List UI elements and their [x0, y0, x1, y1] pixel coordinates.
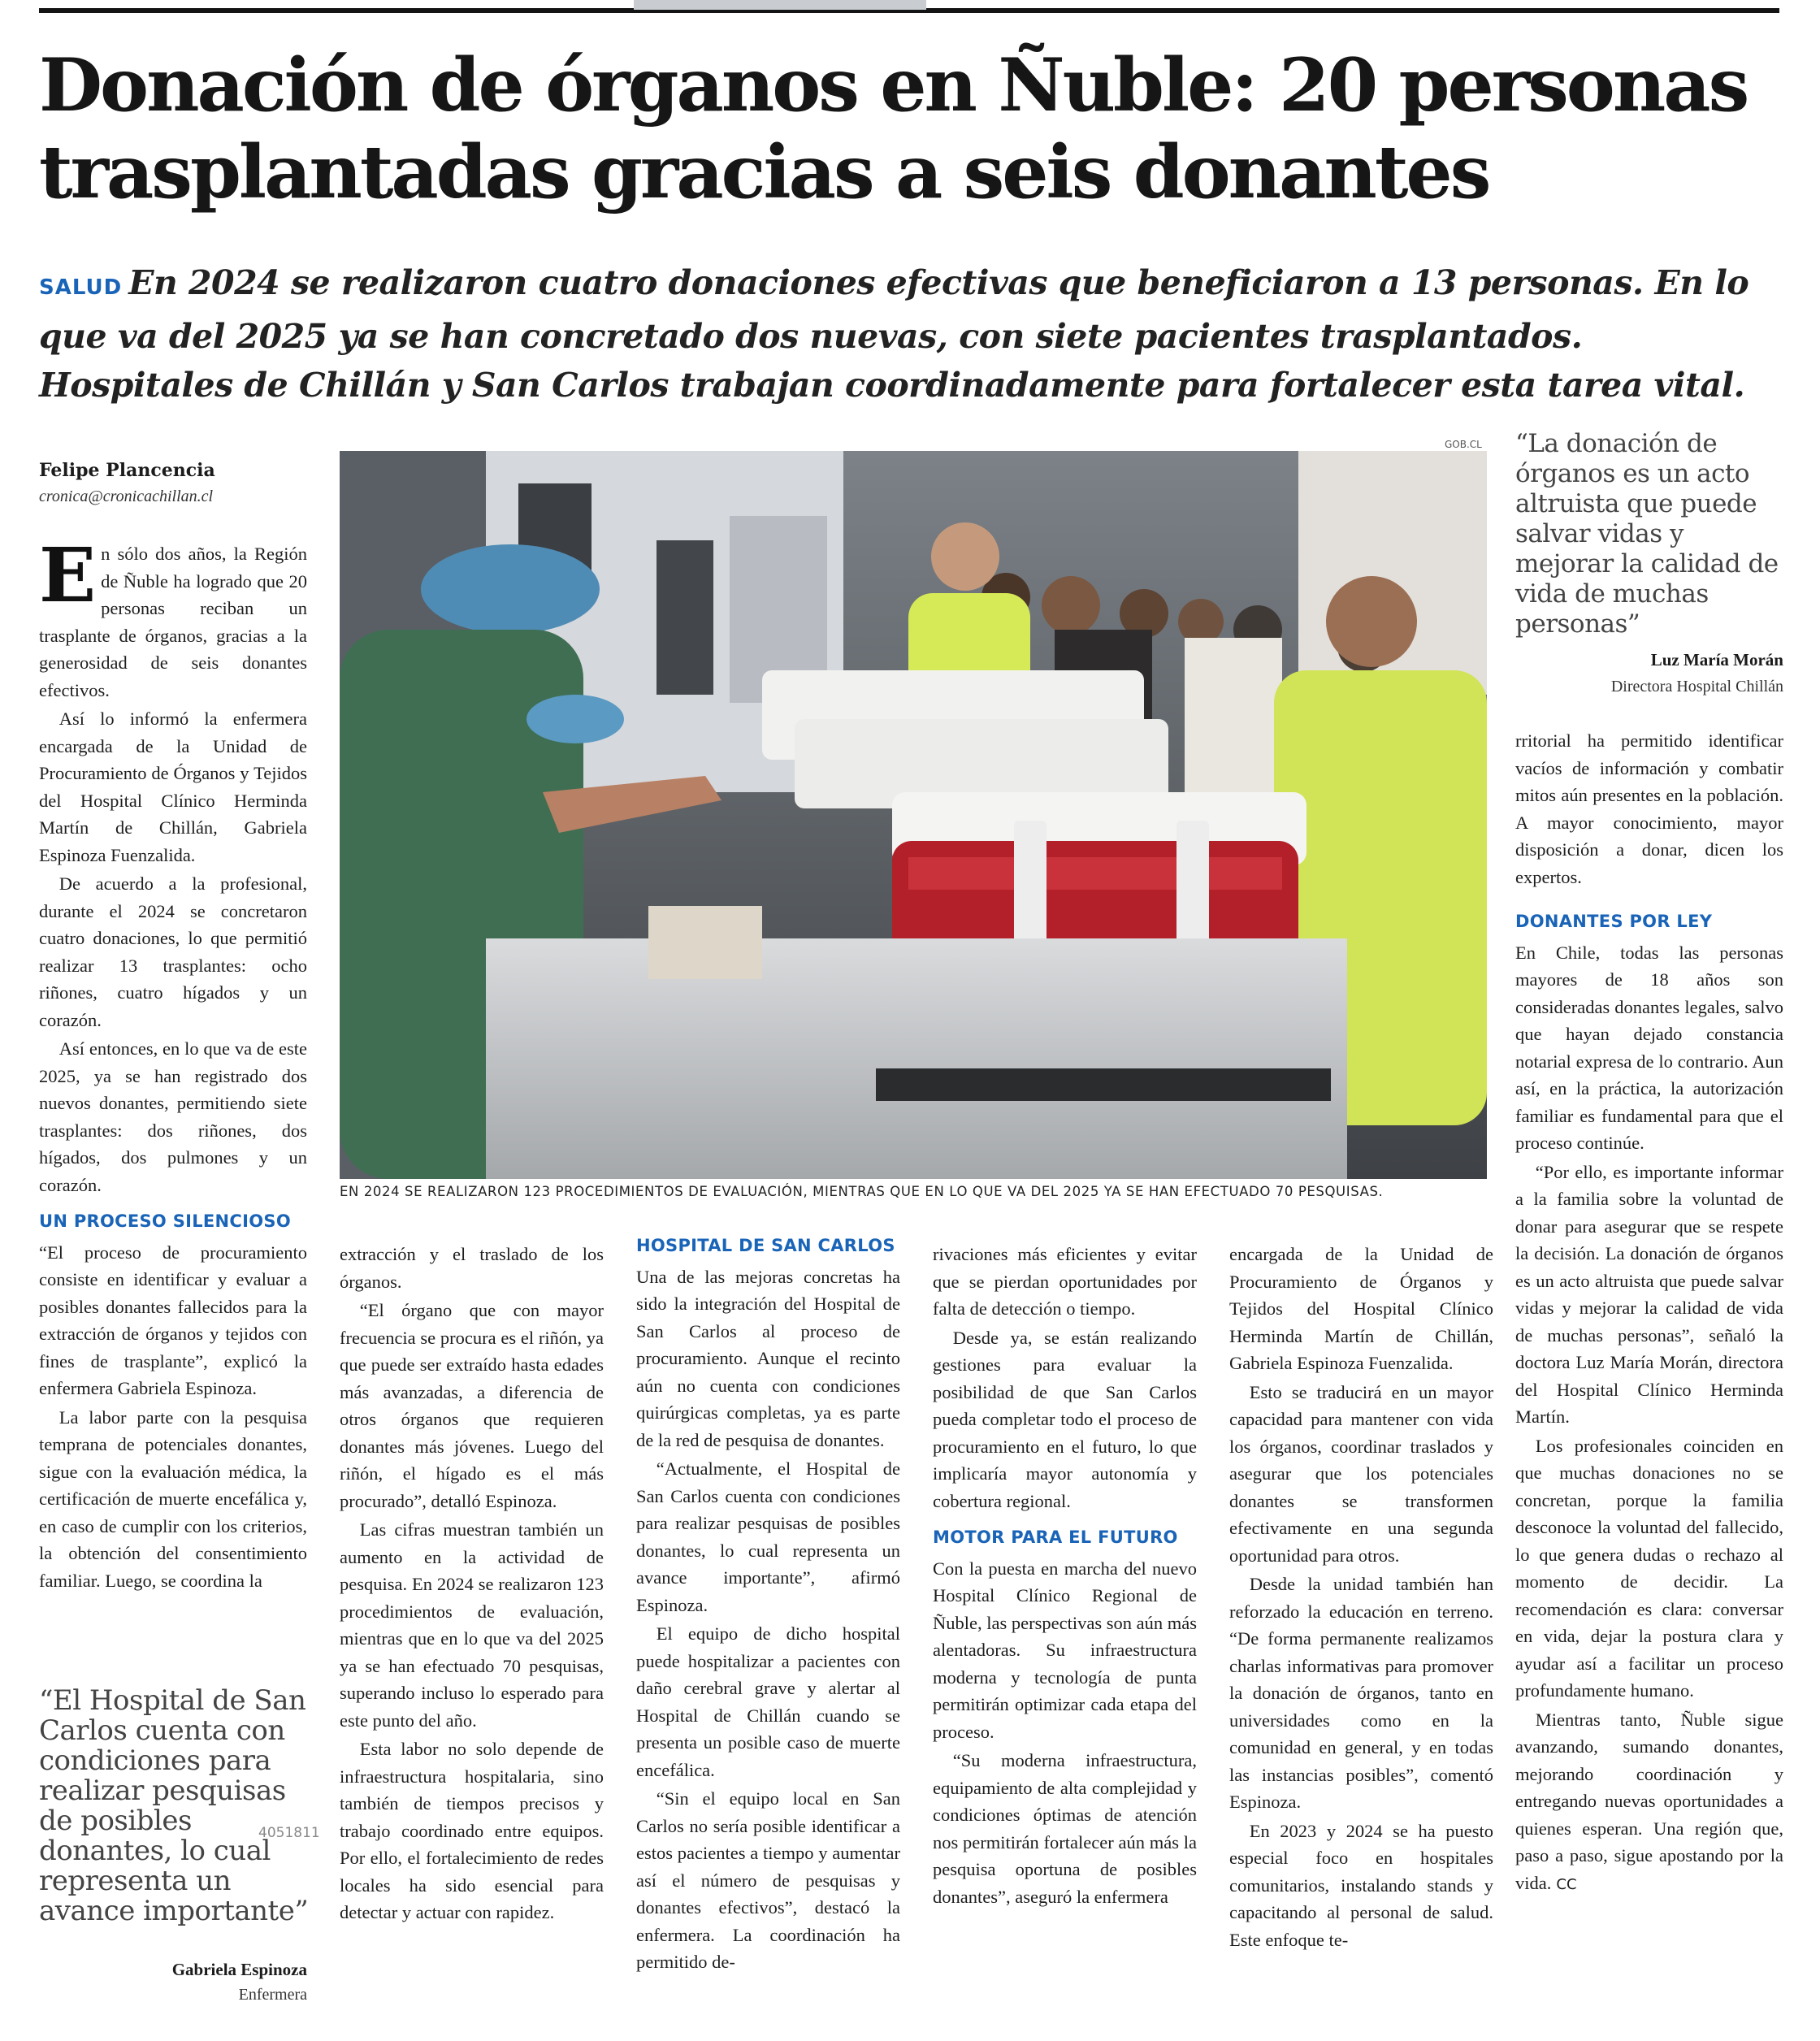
- article-column-1: [39, 531, 307, 1596]
- pull-quote-left-name: Gabriela Espinoza: [171, 1960, 307, 1979]
- byline-author: Felipe Plancencia: [39, 460, 215, 481]
- subhead-proceso: UN PROCESO SILENCIOSO: [39, 1211, 291, 1231]
- article-column-6: [1515, 727, 1783, 1900]
- col3-paragraph-3: El equipo de dicho hospital puede hospitalizar a pacientes con daño cerebral grave y alertar al Hospital de Chillán cuando se presenta un posible caso de muerte encefálica.: [636, 1623, 900, 1780]
- intro-paragraph-3: De acuerdo a la profesional, durante el 2024 se concretaron cuatro donaciones, lo que permitió realizar 13 trasplantes: ocho riñones, cuatro hígados y un corazón.: [39, 873, 307, 1030]
- col6-paragraph-4: Los profesionales coinciden en que muchas donaciones no se concretan, porque la familia desconoce la voluntad del fallecido, lo que genera dudas o rechazo al momento de decidir. La recomendación es clara: conversar en vida, dejar la postura clara y ayudar así a facilitar un proceso profundamente humano.: [1515, 1435, 1783, 1701]
- col6-paragraph-3: “Por ello, es importante informar a la familia sobre la voluntad de donar para asegurar que se respete la decisión. La donación de órganos es un acto altruista que puede salvar vidas y mejorar la calidad de vida de muchas personas”, señaló la doctora Luz María Morán, directora del Hospital Clínico Herminda Martín.: [1515, 1161, 1783, 1427]
- headline: Donación de órganos en Ñuble: 20 personas trasplantadas gracias a seis donantes: [39, 42, 1748, 215]
- col5-paragraph-4: En 2023 y 2024 se ha puesto especial foco en hospitales comunitarios, instalando stands y capacitando al personal de salud. Este enfoque te-: [1229, 1820, 1493, 1950]
- col6-paragraph-2: En Chile, todas las personas mayores de 18 años son consideradas donantes legales, salvo que hayan dejado constancia notarial expresa de lo contrario. Aun así, en la práctica, la autorización familiar es fundamental para que el proceso continúe.: [1515, 942, 1783, 1153]
- section-tag: SALUD: [39, 275, 123, 300]
- proceso-paragraph-1: “El proceso de procuramiento consiste en identificar y evaluar a posibles donantes fallecidos para la extracción de órganos y tejidos con fines de trasplante”, explicó la enfermera Gabriela Espinoza.: [39, 1242, 307, 1398]
- col2-paragraph-2: “El órgano que con mayor frecuencia se procura es el riñón, ya que puede ser extraído hasta edades más avanzadas, a diferencia de otros órganos que requieren donantes más jóvenes. Luego del riñón, el hígado es el más procurado”, detalló Espinoza.: [340, 1300, 604, 1511]
- col4-paragraph-3: Con la puesta en marcha del nuevo Hospital Clínico Regional de Ñuble, las perspectivas son aún más alentadoras. Su infraestructura moderna y tecnología de punta permitirán optimizar cada etapa del proceso.: [933, 1558, 1197, 1742]
- col4-paragraph-4: “Su moderna infraestructura, equipamiento de alta complejidad y condiciones óptimas de atención nos permitirán fortalecer aún más la pesquisa oportuna de posibles donantes”, aseguró la enfermera: [933, 1750, 1197, 1907]
- col2-paragraph-4: Esta labor no solo depende de infraestructura hospitalaria, sino también de tiempos precisos y trabajo coordinado entre equipos. Por ello, el fortalecimiento de redes locales ha sido esencial para detectar y actuar con rapidez.: [340, 1739, 604, 1922]
- photo-credit: GOB.CL: [1445, 439, 1482, 450]
- col2-paragraph-3: Las cifras muestran también un aumento en la actividad de pesquisa. En 2024 se realizaron 123 procedimientos de evaluación, mientras que en lo que va del 2025 ya se han efectuado 70 pesquisas, superando incluso lo esperado para este punto del año.: [340, 1519, 604, 1731]
- col5-paragraph-1: encargada de la Unidad de Procuramiento de Órganos y Tejidos del Hospital Clínico Herminda Martín de Chillán, Gabriela Espinoza Fuenzalida.: [1229, 1244, 1493, 1373]
- article-column-3: [636, 1233, 900, 1978]
- top-photo-strip: [634, 0, 926, 10]
- pull-quote-left: “El Hospital de San Carlos cuenta con condiciones para realizar pesquisas de posibles donantes, lo cual representa un avance importante”: [39, 1684, 309, 1927]
- intro-paragraph-4: Así entonces, en lo que va de este 2025, ya se han registrado dos nuevos donantes, permitiendo siete trasplantes: dos riñones, dos hígados, dos pulmones y un corazón.: [39, 1038, 307, 1195]
- drop-cap: E: [39, 531, 97, 619]
- col3-paragraph-4: “Sin el equipo local en San Carlos no sería posible identificar a estos pacientes a tiempo y aumentar así el número de pesquisas y donantes efectivos”, destacó la enfermera. La coordinación ha permitido de-: [636, 1788, 900, 1972]
- intro-text-1: n sólo dos años, la Región de Ñuble ha logrado que 20 personas reciban un trasplante de órganos, gracias a la generosidad de seis donantes efectivos.: [39, 544, 307, 700]
- photo-caption: EN 2024 SE REALIZARON 123 PROCEDIMIENTOS DE EVALUACIÓN, MIENTRAS QUE EN LO QUE VA DEL 2025 YA SE HAN EFECTUADO 70 PESQUISAS.: [340, 1184, 1384, 1199]
- col6-paragraph-1: rritorial ha permitido identificar vacíos de información y combatir mitos aún presentes en la población. A mayor conocimiento, mayor disposición a donar, dicen los expertos.: [1515, 730, 1783, 887]
- col5-paragraph-2: Esto se traducirá en un mayor capacidad para mantener con vida los órganos, coordinar traslados y asegurar que los potenciales donantes se transformen efectivamente en una segunda oportunidad para otros.: [1229, 1381, 1493, 1566]
- subhead-donantes-ley: DONANTES POR LEY: [1515, 912, 1713, 931]
- intro-paragraph-2: Así lo informó la enfermera encargada de la Unidad de Procuramiento de Órganos y Tejidos del Hospital Clínico Herminda Martín de Chillán, Gabriela Espinoza Fuenzalida.: [39, 708, 307, 865]
- subhead-san-carlos: HOSPITAL DE SAN CARLOS: [636, 1236, 895, 1255]
- col4-paragraph-1: rivaciones más eficientes y evitar que se pierdan oportunidades por falta de detección o tiempo.: [933, 1244, 1197, 1319]
- col4-paragraph-2: Desde ya, se están realizando gestiones para evaluar la posibilidad de que San Carlos pueda completar todo el proceso de procuramiento en el futuro, lo que implicaría mayor autonomía y cobertura regional.: [933, 1327, 1197, 1511]
- col6-text-5: Mientras tanto, Ñuble sigue avanzando, sumando donantes, mejorando coordinación y entregando nuevas oportunidades a quienes esperan. Una región que, paso a paso, sigue apostando por la vida.: [1515, 1709, 1783, 1893]
- pull-quote-right: “La donación de órganos es un acto altruista que puede salvar vidas y mejorar la calidad de vida de muchas personas”: [1515, 429, 1779, 639]
- news-photo-illustration: [340, 451, 1487, 1179]
- article-column-4: [933, 1241, 1197, 1912]
- pull-quote-right-role: Directora Hospital Chillán: [1610, 678, 1783, 696]
- news-photo: [340, 451, 1487, 1179]
- subhead-motor: MOTOR PARA EL FUTURO: [933, 1528, 1178, 1547]
- deck-text: En 2024 se realizaron cuatro donaciones efectivas que beneficiaron a 13 personas. En lo que va del 2025 ya se han concretado dos nuevas, con siete pacientes trasplantados. Hospitales de Chillán y San Carlos trabajan coordinadamente para fortalecer esta tarea vital.: [39, 263, 1749, 405]
- col3-paragraph-1: Una de las mejoras concretas ha sido la integración del Hospital de San Carlos al proceso de procuramiento. Aunque el recinto aún no cuenta con condiciones quirúrgicas completas, ya es parte de la red de pesquisa de donantes.: [636, 1266, 900, 1450]
- byline-email: cronica@cronicachillan.cl: [39, 488, 214, 505]
- proceso-paragraph-2: La labor parte con la pesquisa temprana de potenciales donantes, sigue con la evaluación médica, la certificación de muerte encefálica y, en caso de cumplir con los criterios, la obtención del consentimiento familiar. Luego, se coordina la: [39, 1406, 307, 1591]
- intro-paragraph-1: [39, 531, 307, 704]
- col6-paragraph-5: [1515, 1706, 1783, 1899]
- pull-quote-left-role: Enfermera: [238, 1986, 307, 2004]
- col2-paragraph-1: extracción y el traslado de los órganos.: [340, 1244, 604, 1292]
- article-column-2: [340, 1241, 604, 1928]
- deck: [39, 258, 1786, 410]
- article-column-5: [1229, 1241, 1493, 1955]
- pull-quote-right-name: Luz María Morán: [1650, 650, 1783, 670]
- page-stamp: 4051811: [258, 1825, 320, 1841]
- col5-paragraph-3: Desde la unidad también han reforzado la educación en terreno. “De forma permanente realizamos charlas informativas para promover la donación de órganos, tanto en universidades como en la comunidad en general, y en todas las instancias posibles”, comentó Espinoza.: [1229, 1574, 1493, 1812]
- col3-paragraph-2: “Actualmente, el Hospital de San Carlos cuenta con condiciones para realizar pesquisas de posibles donantes, lo cual representa un avance importante”, afirmó Espinoza.: [636, 1458, 900, 1615]
- end-mark: CC: [1556, 1875, 1577, 1893]
